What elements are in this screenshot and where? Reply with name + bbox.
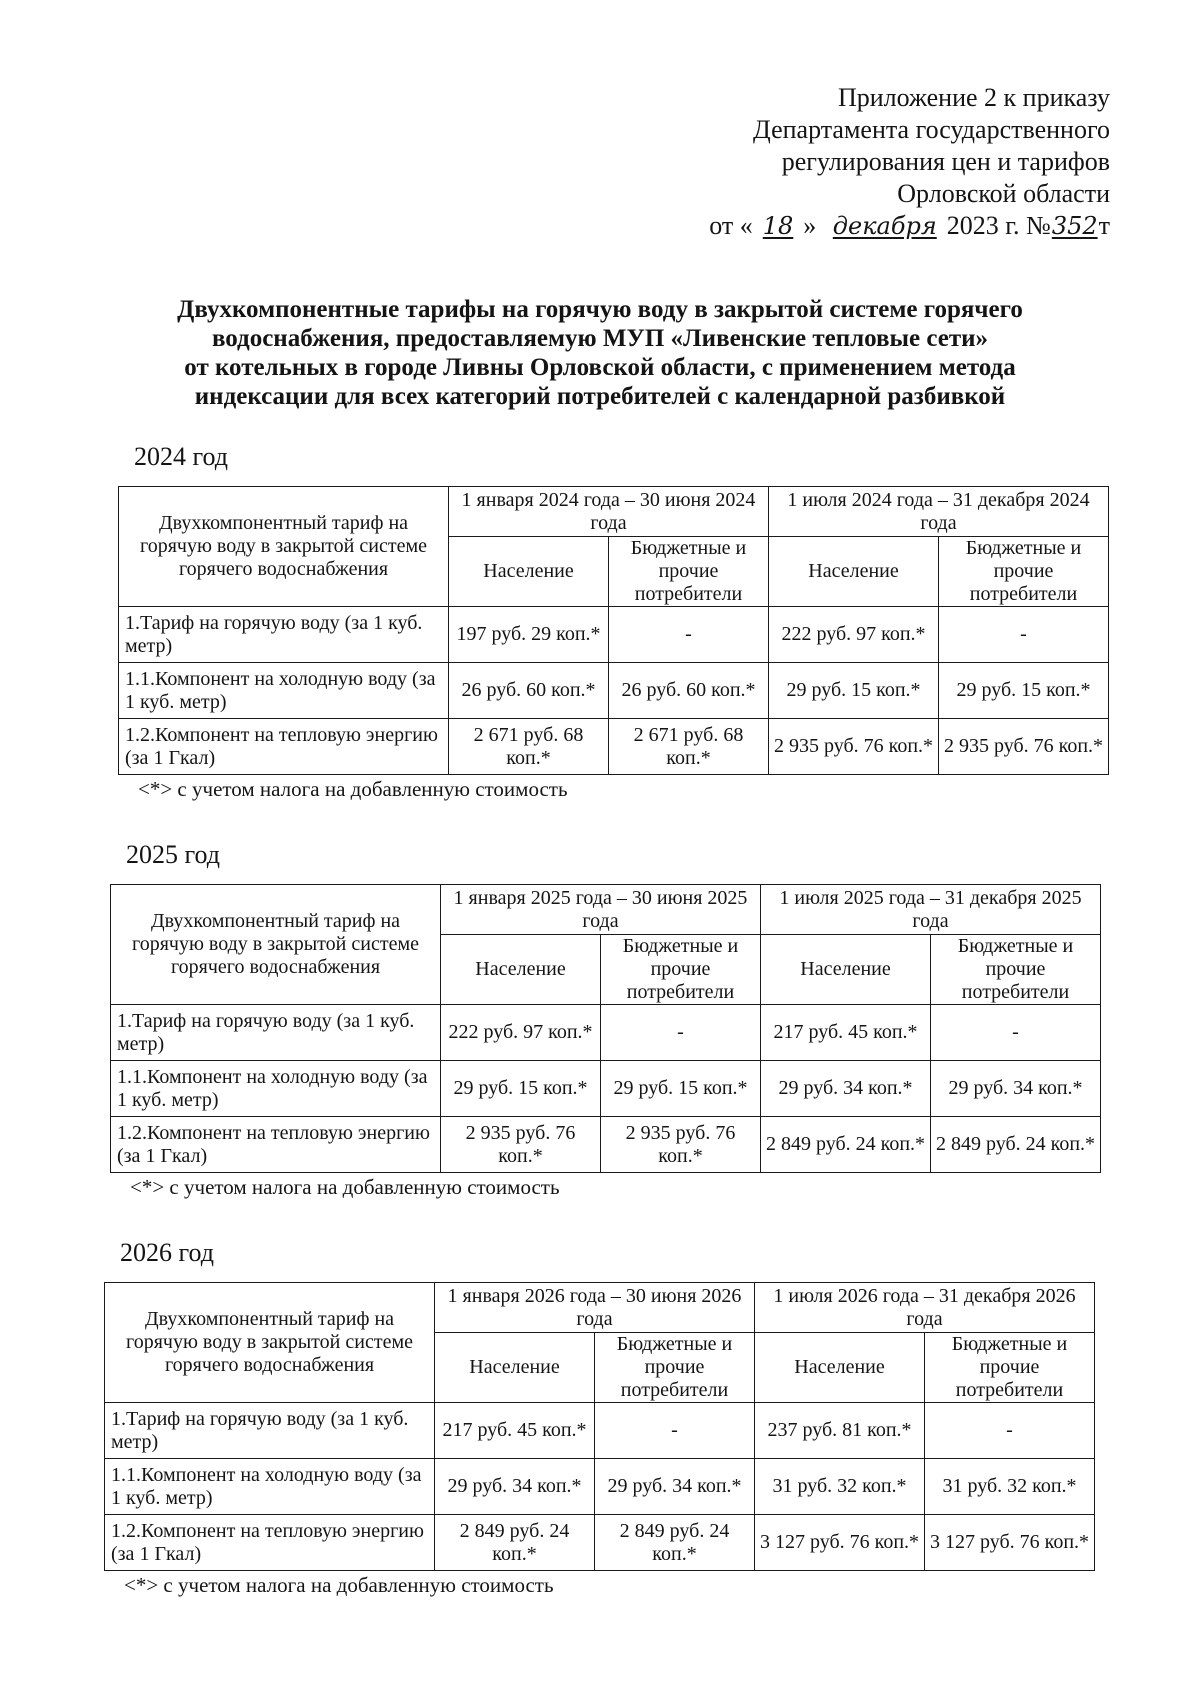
header-population-2: Население (755, 1333, 925, 1403)
date-prefix: от « (709, 211, 753, 240)
value-cell: 222 руб. 97 коп.* (769, 607, 939, 663)
row-label: 1.2.Компонент на тепловую энергию (за 1 Гкал) (119, 719, 449, 775)
vat-footnote: <*> с учетом налога на добавленную стоимость (138, 777, 568, 801)
header-other-consumers-1: Бюджетные и прочие потребители (595, 1333, 755, 1403)
value-cell: 29 руб. 15 коп.* (601, 1061, 761, 1117)
header-other-consumers-1: Бюджетные и прочие потребители (609, 537, 769, 607)
table-header-row (119, 487, 1109, 537)
tariff-table (118, 486, 1109, 775)
value-cell: 237 руб. 81 коп.* (755, 1403, 925, 1459)
row-label: 1.2.Компонент на тепловую энергию (за 1 Гкал) (111, 1117, 441, 1173)
row-label: 1.Тариф на горячую воду (за 1 куб. метр) (111, 1005, 441, 1061)
table-row (119, 663, 1109, 719)
value-cell: 29 руб. 34 коп.* (761, 1061, 931, 1117)
appendix-header (709, 82, 1110, 242)
table-row (105, 1515, 1095, 1571)
value-cell: 29 руб. 15 коп.* (939, 663, 1109, 719)
header-population-2: Население (769, 537, 939, 607)
value-cell: 26 руб. 60 коп.* (449, 663, 609, 719)
value-cell: - (595, 1403, 755, 1459)
row-label: 1.1.Компонент на холодную воду (за 1 куб. метр) (111, 1061, 441, 1117)
header-corner-cell: Двухкомпонентный тариф на горячую воду в закрытой системе горячего водоснабжения (111, 885, 441, 1005)
value-cell: - (939, 607, 1109, 663)
header-period-1: 1 января 2025 года – 30 июня 2025 года (441, 885, 761, 935)
tariff-section-2025 (110, 840, 1101, 1199)
header-corner-cell: Двухкомпонентный тариф на горячую воду в закрытой системе горячего водоснабжения (119, 487, 449, 607)
date-mid: » (803, 211, 817, 240)
table-row (105, 1459, 1095, 1515)
value-cell: - (925, 1403, 1095, 1459)
date-day-handwritten: 18 (762, 212, 794, 240)
header-population-1: Население (441, 935, 601, 1005)
value-cell: 26 руб. 60 коп.* (609, 663, 769, 719)
header-period-1: 1 января 2026 года – 30 июня 2026 года (435, 1283, 755, 1333)
table-header-row (105, 1283, 1095, 1333)
value-cell: 217 руб. 45 коп.* (435, 1403, 595, 1459)
title-line-1: Двухкомпонентные тарифы на горячую воду в закрытой системе горячего (177, 296, 1023, 323)
title-line-3: от котельных в городе Ливны Орловской области, с применением метода (184, 354, 1016, 381)
table-header-row (111, 885, 1101, 935)
value-cell: 2 935 руб. 76 коп.* (441, 1117, 601, 1173)
value-cell: 2 935 руб. 76 коп.* (939, 719, 1109, 775)
value-cell: 31 руб. 32 коп.* (755, 1459, 925, 1515)
header-other-consumers-2: Бюджетные и прочие потребители (931, 935, 1101, 1005)
header-period-2: 1 июля 2024 года – 31 декабря 2024 года (769, 487, 1109, 537)
value-cell: 29 руб. 15 коп.* (769, 663, 939, 719)
row-label: 1.1.Компонент на холодную воду (за 1 куб. метр) (105, 1459, 435, 1515)
header-other-consumers-2: Бюджетные и прочие потребители (925, 1333, 1095, 1403)
value-cell: 217 руб. 45 коп.* (761, 1005, 931, 1061)
order-number-handwritten: 352 (1051, 212, 1098, 240)
header-population-1: Население (435, 1333, 595, 1403)
order-suffix: т (1098, 211, 1110, 240)
row-label: 1.2.Компонент на тепловую энергию (за 1 Гкал) (105, 1515, 435, 1571)
value-cell: 29 руб. 34 коп.* (931, 1061, 1101, 1117)
appendix-line-3: регулирования цен и тарифов (781, 147, 1110, 176)
table-row (119, 607, 1109, 663)
year-label: 2026 год (120, 1238, 214, 1267)
row-label: 1.Тариф на горячую воду (за 1 куб. метр) (119, 607, 449, 663)
date-month-handwritten: декабря (832, 212, 937, 240)
table-row (111, 1061, 1101, 1117)
value-cell: 222 руб. 97 коп.* (441, 1005, 601, 1061)
value-cell: 31 руб. 32 коп.* (925, 1459, 1095, 1515)
vat-footnote: <*> с учетом налога на добавленную стоимость (130, 1175, 560, 1199)
year-label: 2024 год (134, 442, 228, 471)
header-population-2: Население (761, 935, 931, 1005)
value-cell: - (601, 1005, 761, 1061)
table-row (119, 719, 1109, 775)
header-period-1: 1 января 2024 года – 30 июня 2024 года (449, 487, 769, 537)
appendix-line-1: Приложение 2 к приказу (837, 83, 1110, 112)
value-cell: 2 849 руб. 24 коп.* (435, 1515, 595, 1571)
value-cell: 2 935 руб. 76 коп.* (601, 1117, 761, 1173)
date-year: 2023 г. № (946, 211, 1051, 240)
value-cell: 29 руб. 34 коп.* (595, 1459, 755, 1515)
tariff-section-2026 (104, 1238, 1095, 1597)
value-cell: - (931, 1005, 1101, 1061)
table-row (105, 1403, 1095, 1459)
header-period-2: 1 июля 2025 года – 31 декабря 2025 года (761, 885, 1101, 935)
row-label: 1.1.Компонент на холодную воду (за 1 куб. метр) (119, 663, 449, 719)
value-cell: 2 849 руб. 24 коп.* (595, 1515, 755, 1571)
tariff-table (110, 884, 1101, 1173)
value-cell: - (609, 607, 769, 663)
header-other-consumers-1: Бюджетные и прочие потребители (601, 935, 761, 1005)
header-period-2: 1 июля 2026 года – 31 декабря 2026 года (755, 1283, 1095, 1333)
value-cell: 3 127 руб. 76 коп.* (925, 1515, 1095, 1571)
value-cell: 197 руб. 29 коп.* (449, 607, 609, 663)
row-label: 1.Тариф на горячую воду (за 1 куб. метр) (105, 1403, 435, 1459)
table-row (111, 1117, 1101, 1173)
value-cell: 29 руб. 34 коп.* (435, 1459, 595, 1515)
header-corner-cell: Двухкомпонентный тариф на горячую воду в закрытой системе горячего водоснабжения (105, 1283, 435, 1403)
value-cell: 2 849 руб. 24 коп.* (931, 1117, 1101, 1173)
year-label: 2025 год (126, 840, 220, 869)
title-line-2: водоснабжения, предоставляемую МУП «Ливенские тепловые сети» (211, 325, 989, 352)
value-cell: 2 671 руб. 68 коп.* (609, 719, 769, 775)
appendix-line-2: Департамента государственного (753, 115, 1110, 144)
value-cell: 29 руб. 15 коп.* (441, 1061, 601, 1117)
order-date-line (709, 210, 1110, 242)
appendix-line-4: Орловской области (897, 179, 1110, 208)
value-cell: 2 671 руб. 68 коп.* (449, 719, 609, 775)
value-cell: 3 127 руб. 76 коп.* (755, 1515, 925, 1571)
value-cell: 2 935 руб. 76 коп.* (769, 719, 939, 775)
title-line-4: индексации для всех категорий потребителей с календарной разбивкой (194, 383, 1006, 410)
table-row (111, 1005, 1101, 1061)
header-population-1: Население (449, 537, 609, 607)
header-other-consumers-2: Бюджетные и прочие потребители (939, 537, 1109, 607)
document-title (140, 295, 1060, 411)
tariff-table (104, 1282, 1095, 1571)
vat-footnote: <*> с учетом налога на добавленную стоимость (124, 1573, 554, 1597)
tariff-section-2024 (118, 442, 1109, 801)
value-cell: 2 849 руб. 24 коп.* (761, 1117, 931, 1173)
